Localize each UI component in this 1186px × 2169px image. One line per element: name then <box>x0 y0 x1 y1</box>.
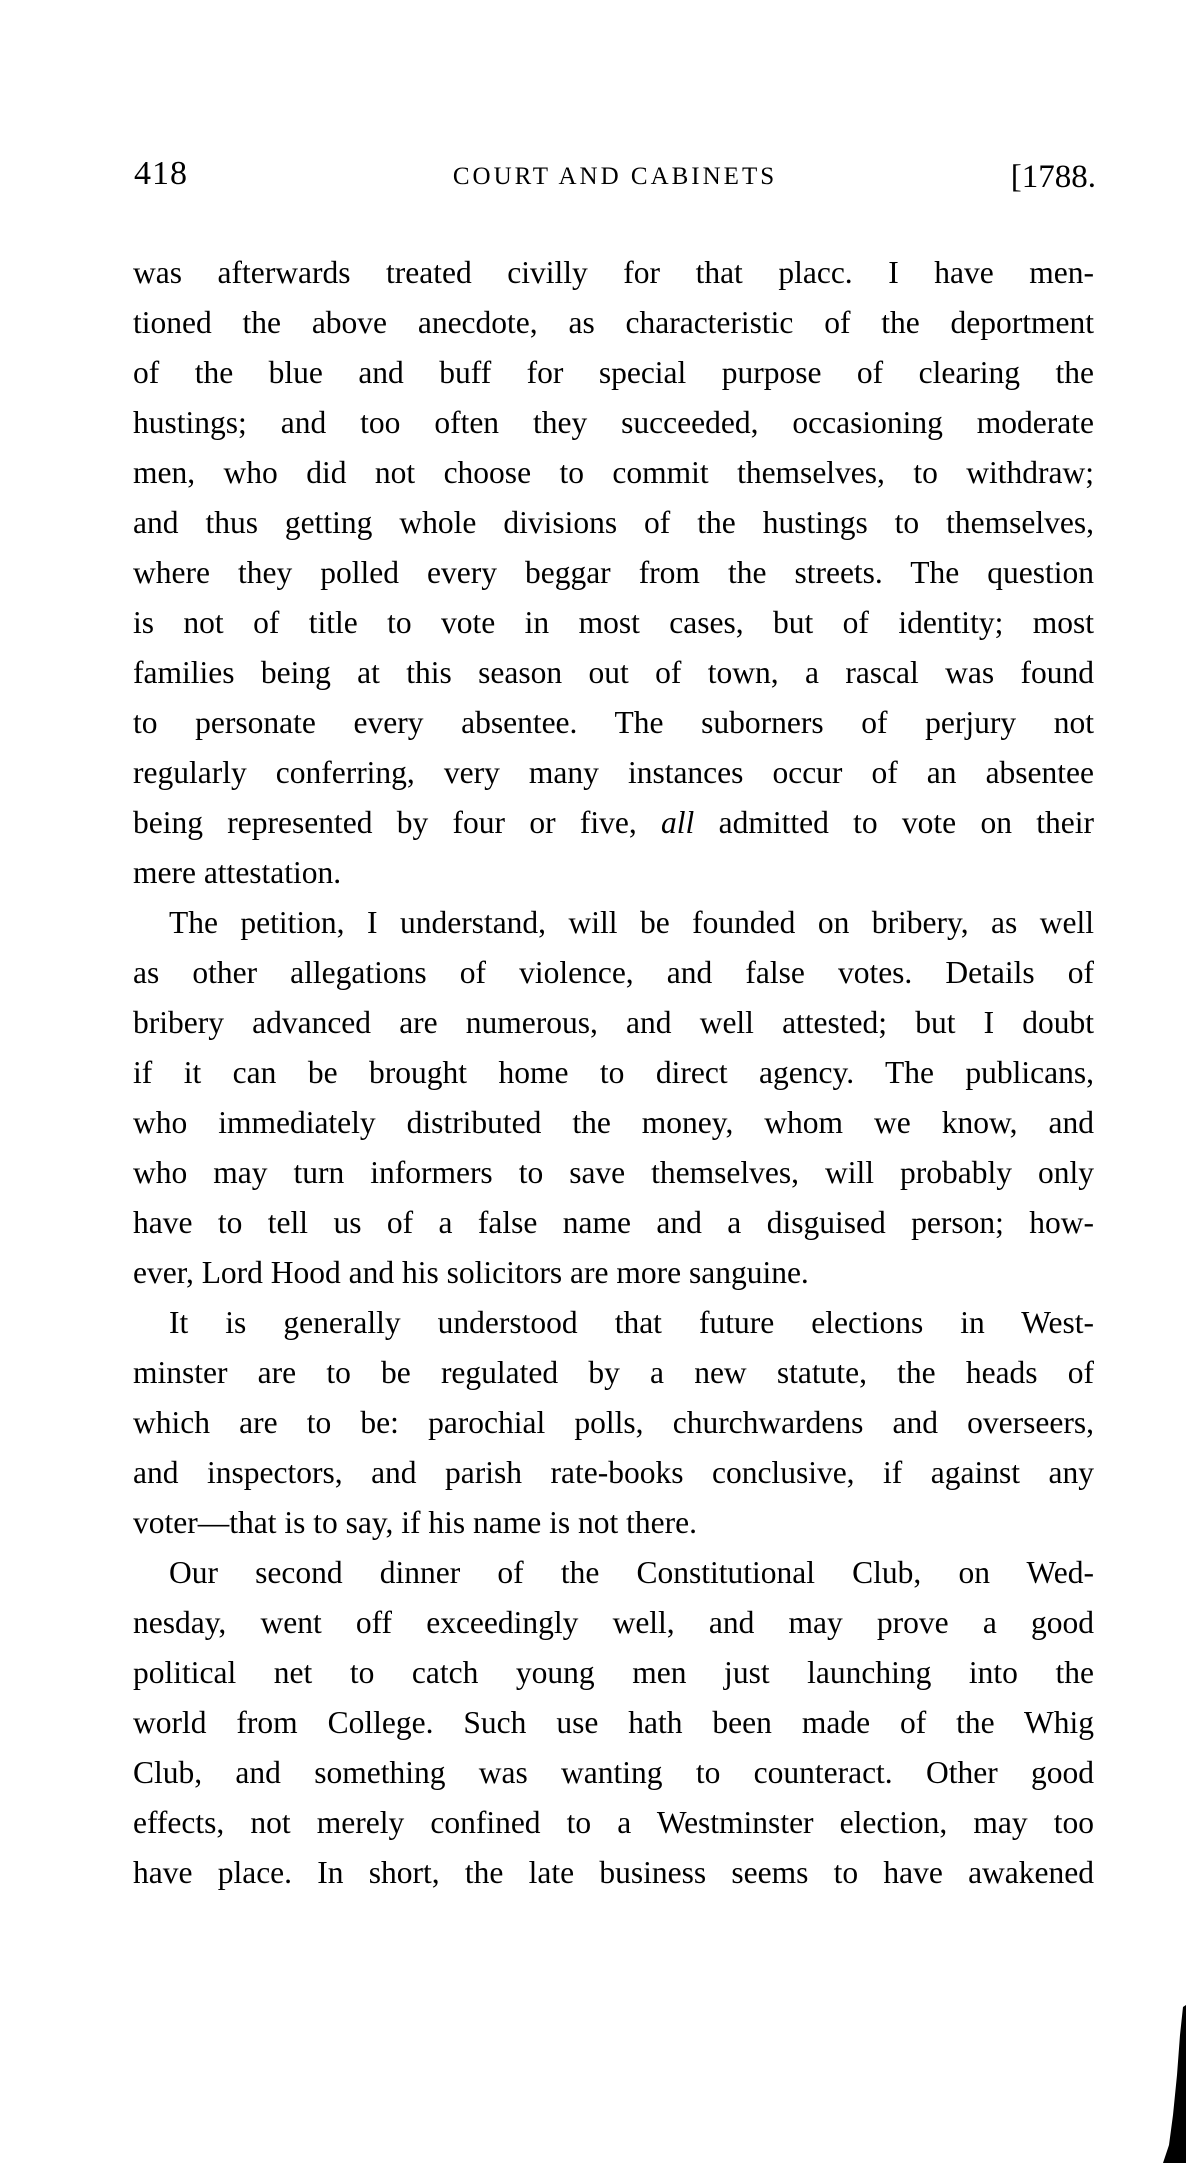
text-line-indented: It is generally understood that future elections in West- <box>169 1305 1094 1340</box>
text-line: nesday, went off exceedingly well, and may prove a good <box>133 1605 1094 1640</box>
paragraph-1 <box>133 248 1094 898</box>
text-segment: admitted to vote on their <box>694 805 1094 840</box>
text-line: who immediately distributed the money, whom we know, and <box>133 1105 1094 1140</box>
text-line: as other allegations of violence, and false votes. Details of <box>133 955 1094 990</box>
text-line: world from College. Such use hath been made of the Whig <box>133 1705 1094 1740</box>
text-line: which are to be: parochial polls, churchwardens and overseers, <box>133 1405 1094 1440</box>
text-line-last: mere attestation. <box>133 855 342 890</box>
paragraph-3 <box>133 1298 1094 1548</box>
text-line: bribery advanced are numerous, and well attested; but I doubt <box>133 1005 1094 1040</box>
text-segment: being represented by four or five, <box>133 805 662 840</box>
text-line: Club, and something was wanting to counteract. Other good <box>133 1755 1094 1790</box>
text-line: families being at this season out of town, a rascal was found <box>133 655 1094 690</box>
text-line-last: ever, Lord Hood and his solicitors are more sanguine. <box>133 1255 809 1290</box>
running-year: [1788. <box>1010 159 1096 195</box>
text-line: if it can be brought home to direct agency. The publicans, <box>133 1055 1094 1090</box>
text-line: have place. In short, the late business seems to have awakened <box>133 1855 1094 1890</box>
body-text <box>133 248 1094 1898</box>
text-line: who may turn informers to save themselves, will probably only <box>133 1155 1094 1190</box>
italic-emphasis: all <box>661 805 695 840</box>
page-number: 418 <box>134 155 188 192</box>
text-line: regularly conferring, very many instances occur of an absentee <box>133 755 1094 790</box>
text-line: political net to catch young men just launching into the <box>133 1655 1094 1690</box>
text-line: is not of title to vote in most cases, but of identity; most <box>133 605 1094 640</box>
text-line: minster are to be regulated by a new statute, the heads of <box>133 1355 1094 1390</box>
text-line: have to tell us of a false name and a disguised person; how- <box>133 1205 1094 1240</box>
text-line: of the blue and buff for special purpose of clearing the <box>133 355 1094 390</box>
running-head <box>134 155 1096 205</box>
text-line-indented: The petition, I understand, will be founded on bribery, as well <box>169 905 1094 940</box>
running-title: COURT AND CABINETS <box>452 163 778 190</box>
text-line: to personate every absentee. The suborners of perjury not <box>133 705 1094 740</box>
scan-edge-artifact <box>1163 2005 1186 2163</box>
text-line: and inspectors, and parish rate-books conclusive, if against any <box>133 1455 1094 1490</box>
text-line: was afterwards treated civilly for that placc. I have men- <box>133 255 1094 290</box>
text-line-indented: Our second dinner of the Constitutional Club, on Wed- <box>169 1555 1094 1590</box>
text-line-with-italic <box>133 798 1094 848</box>
text-line: where they polled every beggar from the streets. The question <box>133 555 1094 590</box>
text-line: effects, not merely confined to a Westminster election, may too <box>133 1805 1094 1840</box>
paragraph-4 <box>133 1548 1094 1898</box>
text-line-last: voter—that is to say, if his name is not there. <box>133 1505 697 1540</box>
text-line: hustings; and too often they succeeded, occasioning moderate <box>133 405 1094 440</box>
paragraph-2 <box>133 898 1094 1298</box>
text-line: men, who did not choose to commit themselves, to withdraw; <box>133 455 1094 490</box>
text-line: and thus getting whole divisions of the hustings to themselves, <box>133 505 1094 540</box>
text-line: tioned the above anecdote, as characteristic of the deportment <box>133 305 1094 340</box>
